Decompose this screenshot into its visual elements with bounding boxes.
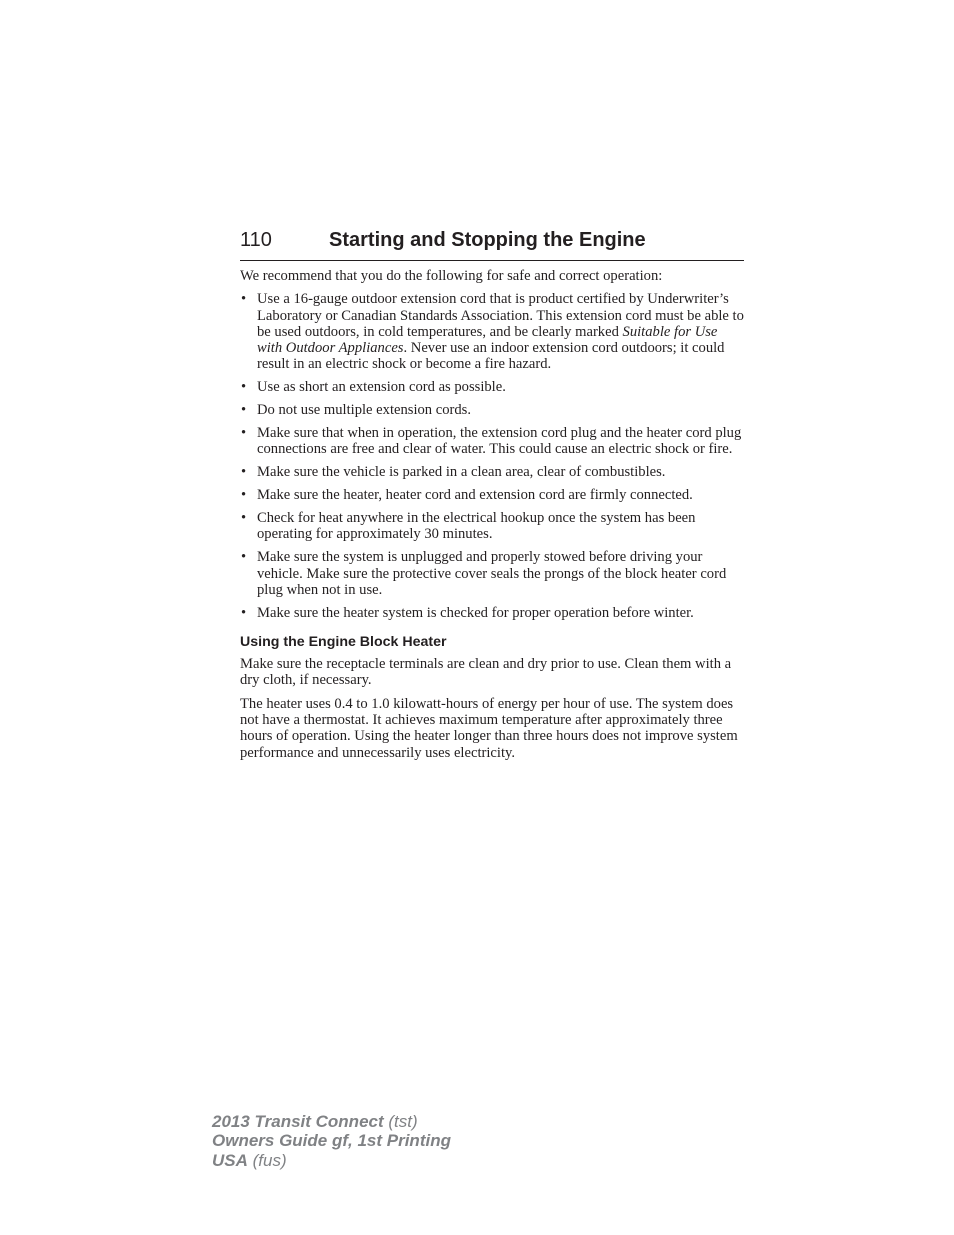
list-item-text: Do not use multiple extension cords.	[257, 402, 472, 419]
body-paragraph: Make sure the receptacle terminals are clean and dry prior to use. Clean them with a dry cloth, if necessary.	[240, 656, 732, 689]
bullet-icon: •	[241, 402, 247, 419]
bullet-icon: •	[241, 604, 247, 621]
list-item-text: Check for heat anywhere in the electrical hookup once the system has been operating for approximately 30 minutes.	[257, 510, 696, 543]
list-item	[240, 605, 746, 621]
intro-paragraph: We recommend that you do the following for safe and correct operation:	[240, 268, 663, 284]
bullet-icon: •	[241, 291, 247, 308]
page-number: 110	[240, 229, 272, 251]
print-footer	[212, 1112, 451, 1170]
footer-guide: Owners Guide gf, 1st Printing	[212, 1131, 451, 1151]
list-item-text: Use a 16-gauge outdoor extension cord that is product certified by Underwriter’s Laboratory or Canadian Standards Association. This extension cord must be able to be used outdoors, in cold temperatures, and be clearly marked	[257, 291, 744, 340]
recommendation-list	[240, 291, 746, 621]
footer-line	[212, 1131, 451, 1150]
section-title: Starting and Stopping the Engine	[329, 229, 646, 251]
footer-model-code: (tst)	[383, 1112, 418, 1131]
bullet-icon: •	[241, 487, 247, 504]
list-item	[240, 402, 746, 418]
list-item-emphasis: Suitable for Use with Outdoor Appliances	[257, 323, 718, 357]
list-item-text: . Never use an indoor extension cord outdoors; it could result in an electric shock or become a fire hazard.	[257, 340, 725, 373]
list-item	[240, 425, 746, 458]
list-item-text: Make sure the vehicle is parked in a clean area, clear of combustibles.	[257, 464, 666, 481]
footer-model: 2013 Transit Connect	[212, 1112, 384, 1131]
footer-market: USA	[212, 1150, 248, 1170]
page-header	[240, 228, 744, 261]
list-item-text: Make sure that when in operation, the extension cord plug and the heater cord plug connections are free and clear of water. This could cause an electric shock or fire.	[257, 425, 742, 458]
list-item-text: Make sure the system is unplugged and properly stowed before driving your vehicle. Make sure the protective cover seals the prongs of the block heater cord plug when not in use.	[257, 549, 727, 598]
bullet-icon: •	[241, 549, 247, 566]
subheading: Using the Engine Block Heater	[240, 634, 447, 651]
list-item	[240, 487, 746, 503]
bullet-icon: •	[241, 464, 247, 481]
list-item	[240, 549, 746, 598]
footer-line	[212, 1151, 451, 1170]
list-item	[240, 379, 746, 395]
list-item	[240, 291, 746, 372]
bullet-icon: •	[241, 510, 247, 527]
bullet-icon: •	[241, 425, 247, 442]
list-item	[240, 510, 746, 543]
list-item-text: Use as short an extension cord as possible.	[257, 379, 506, 396]
page-body	[240, 268, 746, 768]
list-item	[240, 464, 746, 480]
bullet-icon: •	[241, 379, 247, 396]
body-paragraph: The heater uses 0.4 to 1.0 kilowatt-hours of energy per hour of use. The system does not have a thermostat. It achieves maximum temperature after approximately three hours of operation. Using the heater longer than three hours does not improve system performance and unnecessarily uses electricity.	[240, 695, 738, 761]
list-item-text: Make sure the heater system is checked for proper operation before winter.	[257, 604, 694, 621]
list-item-text: Make sure the heater, heater cord and extension cord are firmly connected.	[257, 487, 693, 504]
footer-market-code: (fus)	[247, 1150, 287, 1170]
footer-line	[212, 1112, 451, 1131]
